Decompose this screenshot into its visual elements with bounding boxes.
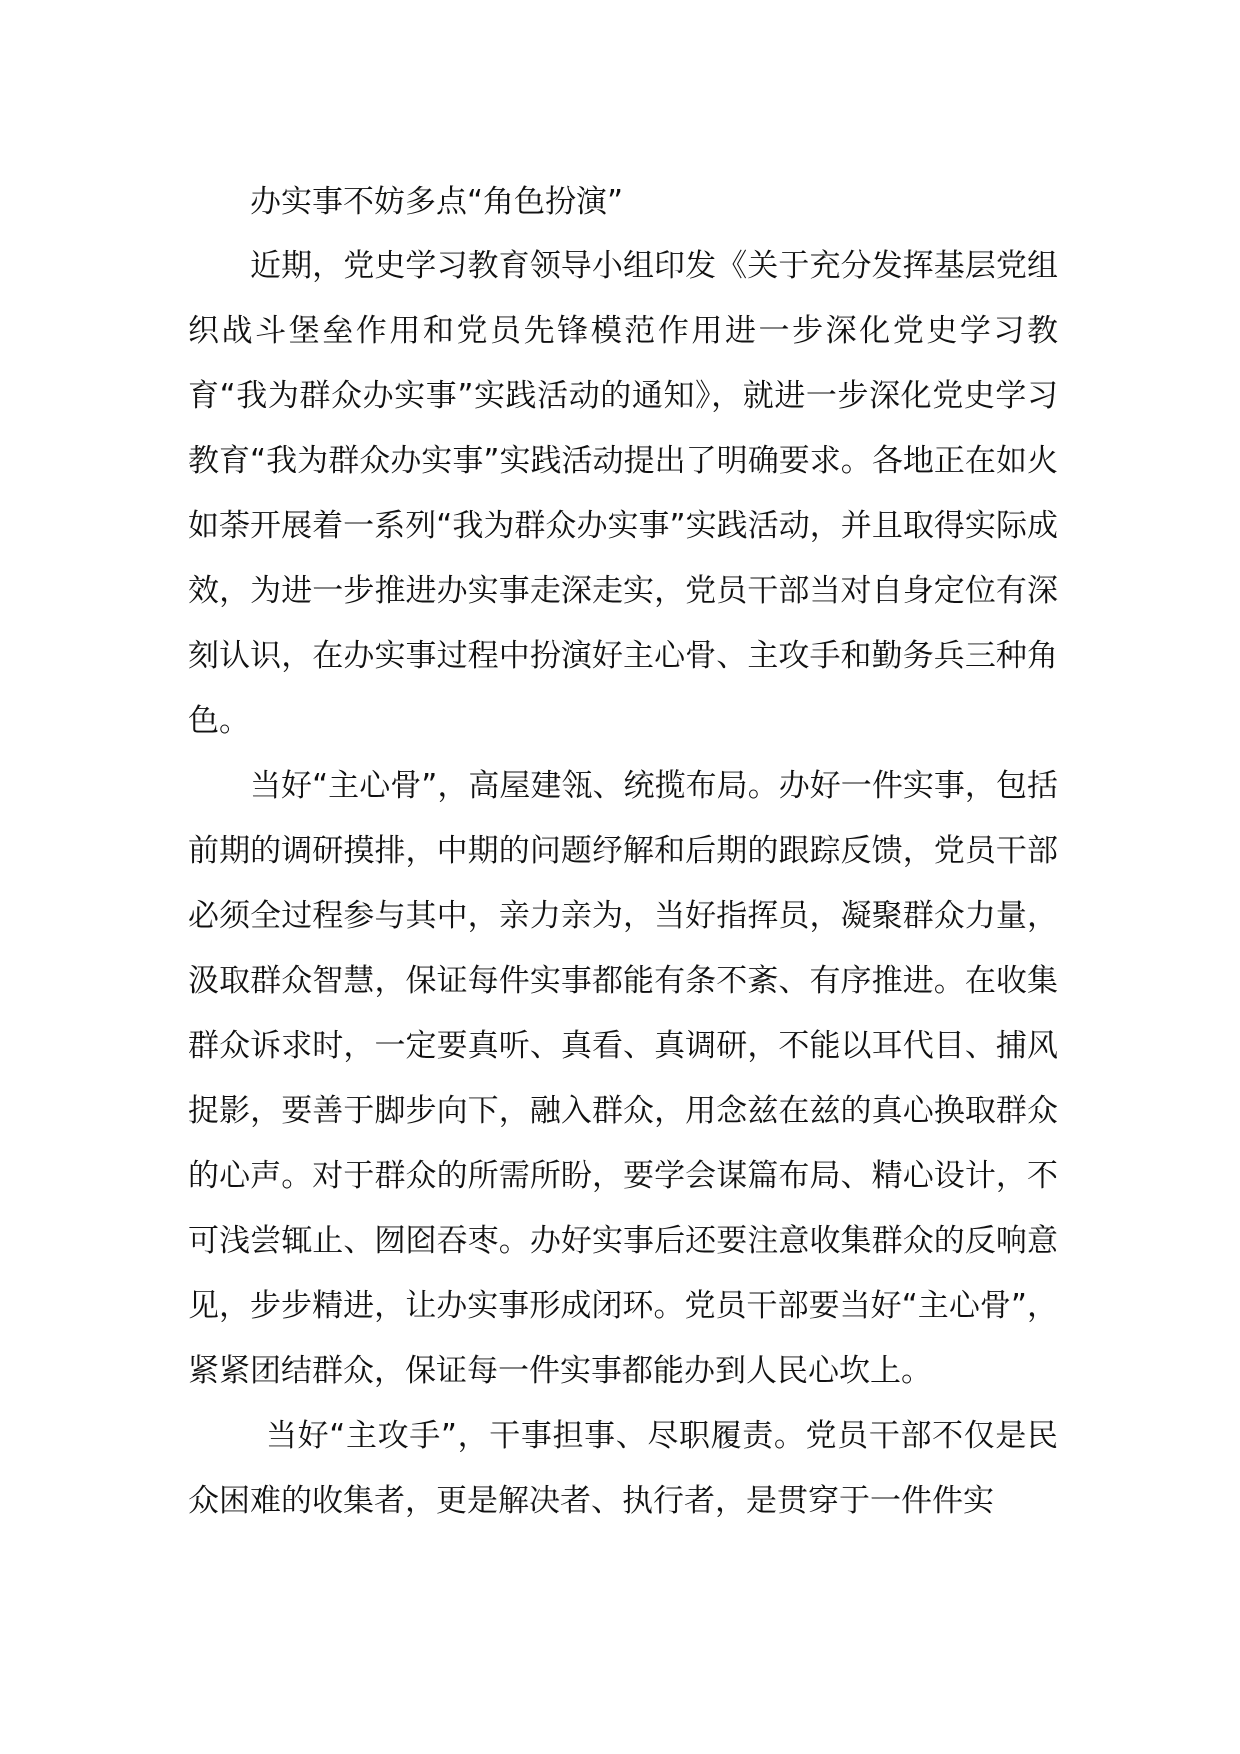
- paragraph-intro: 近期，党史学习教育领导小组印发《关于充分发挥基层党组织战斗堡垒作用和党员先锋模范作用进一步深化党史学习教育“我为群众办实事”实践活动的通知》，就进一步深化党史学习教育“我为群众办实事”实践活动提出了明确要求。各地正在如火如荼开展着一系列“我为群众办实事”实践活动，并且取得实际成效，为进一步推进办实事走深走实，党员干部当对自身定位有深刻认识，在办实事过程中扮演好主心骨、主攻手和勤务兵三种角色。: [188, 248, 1058, 739]
- document-body: [188, 170, 1058, 1534]
- article-title: 办实事不妨多点“角色扮演”: [250, 184, 624, 220]
- paragraph-main-attacker: 当好“主攻手”，干事担事、尽职履责。党员干部不仅是民众困难的收集者，更是解决者、执行者，是贯穿于一件件实: [188, 1418, 1058, 1519]
- paragraph-backbone: 当好“主心骨”，高屋建瓴、统揽布局。办好一件实事，包括前期的调研摸排，中期的问题纾解和后期的跟踪反馈，党员干部必须全过程参与其中，亲力亲为，当好指挥员，凝聚群众力量，汲取群众智慧，保证每件实事都能有条不紊、有序推进。在收集群众诉求时，一定要真听、真看、真调研，不能以耳代目、捕风捉影，要善于脚步向下，融入群众，用念兹在兹的真心换取群众的心声。对于群众的所需所盼，要学会谋篇布局、精心设计，不可浅尝辄止、囫囵吞枣。办好实事后还要注意收集群众的反响意见，步步精进，让办实事形成闭环。党员干部要当好“主心骨”，紧紧团结群众，保证每一件实事都能办到人民心坎上。: [188, 768, 1058, 1389]
